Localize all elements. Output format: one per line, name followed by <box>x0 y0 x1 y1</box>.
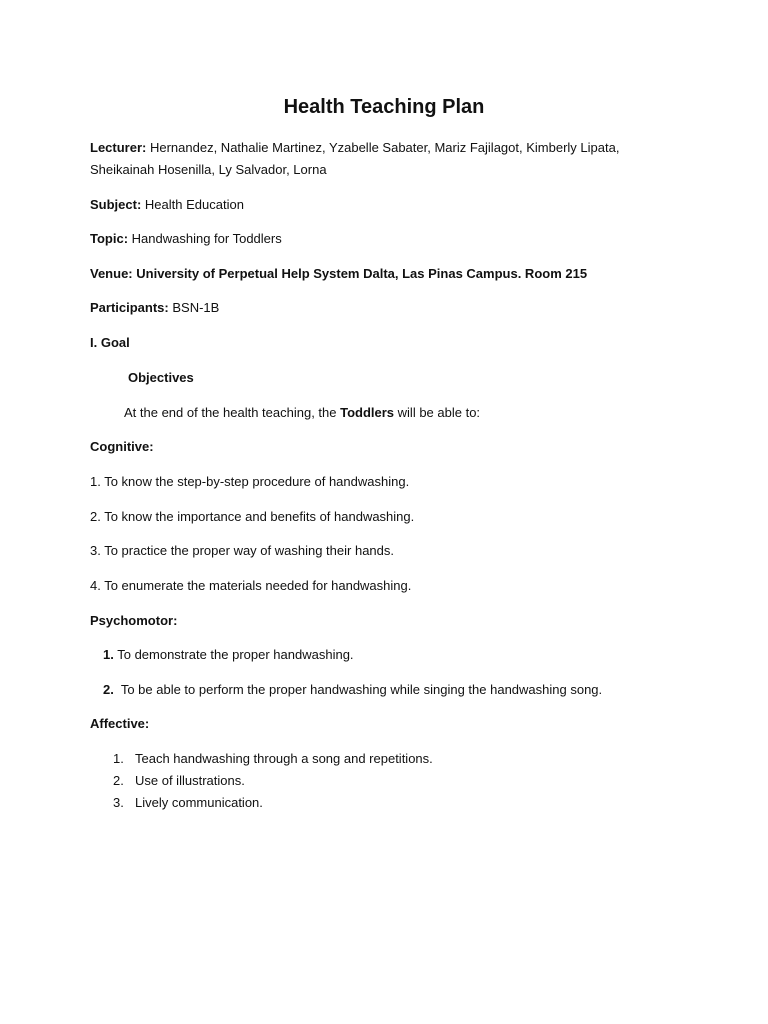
affective-item-number: 2. <box>113 773 124 788</box>
topic-line <box>90 228 680 250</box>
subject-value: Health Education <box>144 197 244 212</box>
psychomotor-item: 2. To be able to perform the proper handwashing while singing the handwashing song. <box>103 682 603 697</box>
lecturer-line-2 <box>90 159 680 181</box>
cognitive-item: 1. To know the step-by-step procedure of handwashing. <box>90 474 410 489</box>
cognitive-item: 3. To practice the proper way of washing their hands. <box>90 543 394 558</box>
cognitive-item: 2. To know the importance and benefits of handwashing. <box>90 509 415 524</box>
participants-label: Participants: <box>90 300 169 315</box>
cognitive-item: 4. To enumerate the materials needed for handwashing. <box>90 578 412 593</box>
affective-item: 2. Use of illustrations. <box>113 770 703 792</box>
affective-item-number: 1. <box>113 751 124 766</box>
lecturer-label: Lecturer: <box>90 140 147 155</box>
subject-line <box>90 194 680 216</box>
venue-label: Venue: <box>90 266 133 281</box>
lecturer-names-2: Sheikainah Hosenilla, Ly Salvador, Lorna <box>90 162 327 177</box>
lecturer-line-1 <box>90 137 680 159</box>
intro-toddlers: Toddlers <box>340 405 395 420</box>
venue-value: University of Perpetual Help System Dalta, Las Pinas Campus. Room 215 <box>136 266 588 281</box>
psychomotor-item-number: 1. <box>103 647 114 662</box>
participants-value: BSN-1B <box>172 300 220 315</box>
psychomotor-heading: Psychomotor: <box>90 613 178 628</box>
document-title: Health Teaching Plan <box>283 96 485 118</box>
cognitive-heading: Cognitive: <box>90 439 154 454</box>
affective-heading: Affective: <box>90 716 150 731</box>
goal-heading: I. Goal <box>90 335 130 350</box>
affective-item-number: 3. <box>113 795 124 810</box>
psychomotor-item-number: 2. <box>103 682 114 697</box>
lecturer-names-1: Hernandez, Nathalie Martinez, Yzabelle Sabater, Mariz Fajilagot, Kimberly Lipata, <box>149 140 620 155</box>
affective-item: 3. Lively communication. <box>113 792 703 814</box>
topic-value: Handwashing for Toddlers <box>131 231 282 246</box>
objectives-heading: Objectives <box>128 370 194 385</box>
psychomotor-item: 1. To demonstrate the proper handwashing. <box>103 647 354 662</box>
participants-line <box>90 297 680 319</box>
topic-label: Topic: <box>90 231 129 246</box>
objectives-intro: At the end of the health teaching, the Toddlers will be able to: <box>124 405 481 420</box>
subject-label: Subject: <box>90 197 142 212</box>
affective-item: 1. Teach handwashing through a song and repetitions. <box>113 748 703 770</box>
venue-line <box>90 263 680 285</box>
